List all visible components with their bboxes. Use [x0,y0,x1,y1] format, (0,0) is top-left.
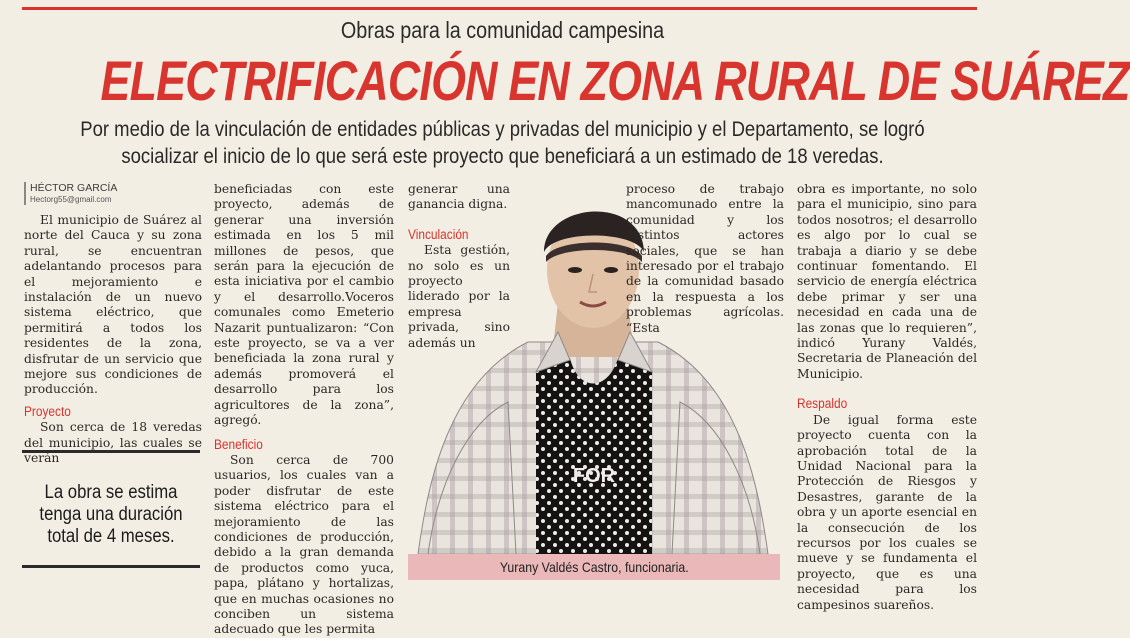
photo-caption-text: Yurany Valdés Castro, funcionaria. [499,559,689,575]
paragraph: De igual forma este proyecto cuenta con la aprobación total de la Unidad Nacional para la Protección de Riesgos y Desastres, garante de la obra y un aporte esencial en la consecución de los recursos por los cuales se mueve y se fundamenta el proyecto, que es una necesidad para los campesinos suareños. [797,412,977,612]
top-rule [22,7,977,10]
column-1 [24,182,202,467]
paragraph: beneficiadas con este proyecto, además de generar una inversión estimada en los 5 mil millones de pesos, que serán para la ejecución de esta iniciativa por el cambio y el desarrollo.Voceros comunales como Emeterio Nazarit puntualizaron: “Con este proyecto, se va a ver beneficiada la zona rural y además promoverá el desarrollo para los agricultores de la zona”, agregó. [214,182,394,428]
subhead-proyecto: Proyecto [24,403,71,419]
shirt-print: FOR [572,465,616,487]
column-3 [408,182,510,351]
deck-line-1: Por medio de la vinculación de entidades públicas y privadas del municipio y el Departamento, se logró [80,118,925,141]
subhead-respaldo: Respaldo [797,396,848,412]
column-5 [797,182,977,613]
paragraph: Esta gestión, no solo es un proyecto liderado por la empresa privada, sino además un [408,243,510,350]
column-4 [626,182,784,336]
paragraph: El municipio de Suárez al norte del Cauca y su zona rural, se encuentran adelantando procesos para el mejoramiento e instalación de un nuevo sistema eléctrico, que permitirá a todos los residentes de la zona, disfrutar de un servicio que mejore sus condiciones de producción. [24,213,202,397]
kicker: Obras para la comunidad campesina [340,17,665,43]
subhead-beneficio: Beneficio [214,436,263,452]
subhead-vinculacion: Vinculación [408,226,469,242]
column-2 [214,182,394,638]
paragraph: Son cerca de 18 veredas del municipio, las cuales se verán [24,420,202,466]
deck-line-2: socializar el inicio de lo que será este proyecto que beneficiará a un estimado de 18 veredas. [121,145,884,168]
byline-email: Hectorg55@gmail.com [30,195,112,204]
pull-quote [22,450,200,568]
paragraph: generar una ganancia digna. [408,182,510,212]
byline [24,182,202,205]
paragraph: proceso de trabajo mancomunado entre la comunidad y los distintos actores sociales, que se han interesado por el trabajo de la comunidad basado en la respuesta a los problemas agrícolas. “Esta [626,182,784,335]
headline: ELECTRIFICACIÓN EN ZONA RURAL DE SUÁREZ [100,49,1130,112]
byline-name: HÉCTOR GARCÍA [30,182,118,194]
paragraph: obra es importante, no solo para el municipio, sino para todos nosotros; el desarrollo es algo por lo cual se trabaja a diario y se debe continuar fomentando. El servicio de energía eléctrica debe primar y ser una necesidad en cada una de las zonas que lo requieren”, indicó Yurany Valdés, Secretaria de Planeación del Municipio. [797,182,977,381]
paragraph: Son cerca de 700 usuarios, los cuales van a poder disfrutar de este sistema eléctrico para el mejoramiento de las condiciones de producción, debido a la gran demanda de productos como yuca, papa, plátano y hortalizas, que en muchas ocasiones no conciben un sistema adecuado que les permita [214,452,394,637]
deck [0,116,1005,170]
photo-caption [408,554,780,580]
pull-quote-text: La obra se estima tenga una duración total de 4 meses. [39,482,183,547]
